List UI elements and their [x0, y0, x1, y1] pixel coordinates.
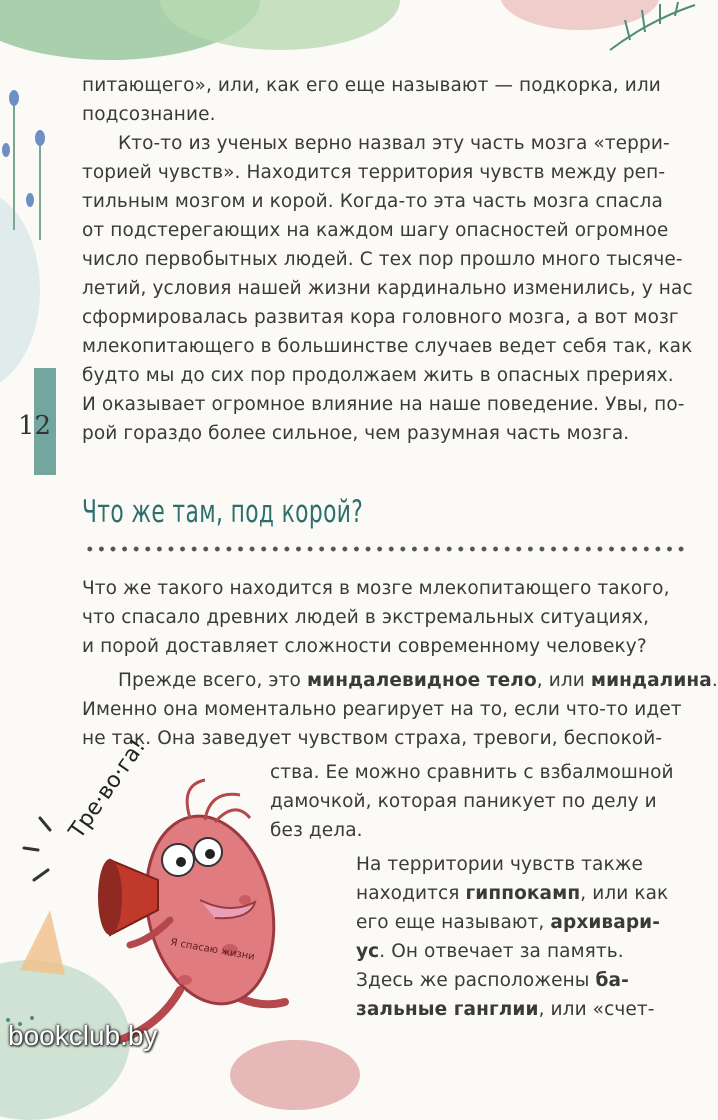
text-line: число первобытных людей. С тех пор прошло много тысяче- [82, 249, 683, 270]
text-line: торией чувств». Находится территория чувств между реп- [82, 162, 666, 183]
text-line: На территории чувств также [356, 854, 644, 875]
text-line: Именно она моментально реагирует на то, если что-то идет [82, 699, 682, 720]
term-hippocampus: гиппокамп [465, 883, 581, 904]
palm-leaf-decoration [600, 0, 700, 60]
text-line: дамочкой, которая паникует по делу и [270, 791, 657, 812]
watermark: bookclub.by [8, 1020, 158, 1051]
dotted-divider [84, 545, 684, 553]
section-heading: Что же там, под корой? [82, 494, 364, 530]
text-line: млекопитающего в большинстве случаев ведет себя так, как [82, 336, 693, 357]
text-line: сформировалась развитая кора головного мозга, а вот мозг [82, 307, 679, 328]
text-line: от подстерегающих на каждом шагу опасностей огромное [82, 220, 669, 241]
text-line: его еще называют, архивари- [356, 912, 661, 933]
text-line: без дела. [270, 820, 363, 841]
text-line: зальные ганглии, или «счет- [356, 999, 655, 1020]
text-line: и порой доставляет сложности современному человеку? [82, 636, 647, 657]
page-number: 12 [18, 411, 52, 441]
term-archivarius: архивари- [550, 912, 661, 933]
text-line: Кто-то из ученых верно назвал эту часть мозга «терри- [118, 133, 670, 154]
shout-text: Тре·во·га! [64, 734, 152, 844]
text-line: питающего», или, как его еще называют — подкорка, или [82, 75, 661, 96]
flower-sprigs-decoration [0, 80, 60, 240]
term-basal-ganglia: ба- [595, 970, 629, 991]
text-line: находится гиппокамп, или как [356, 883, 669, 904]
text-line: тильным мозгом и корой. Когда-то эта часть мозга спасла [82, 191, 663, 212]
text-line: ус. Он отвечает за память. [356, 941, 624, 962]
text-line: ства. Ее можно сравнить с взбалмошной [270, 762, 674, 783]
text-line: что спасало древних людей в экстремальных ситуациях, [82, 607, 650, 628]
belly-text: Я спасаю жизни [169, 937, 256, 963]
text-line: рой гораздо более сильное, чем разумная часть мозга. [82, 423, 630, 444]
text-line: Прежде всего, это миндалевидное тело, или миндалина. [118, 670, 718, 691]
term-amygdala: миндалина [590, 670, 712, 691]
text-line: И оказывает огромное влияние на наше поведение. Увы, по- [82, 394, 685, 415]
text-line: Что же такого находится в мозге млекопитающего такого, [82, 578, 670, 599]
text-line: подсознание. [82, 104, 216, 125]
term-amygdala-body: миндалевидное тело [306, 670, 537, 691]
text-line: не так. Она заведует чувством страха, тревоги, беспокой- [82, 728, 663, 749]
text-line: летий, условия нашей жизни кардинально изменились, у нас [82, 278, 693, 299]
text-line: Здесь же расположены ба- [356, 970, 629, 991]
text-line: будто мы до сих пор продолжаем жить в опасных прериях. [82, 365, 674, 386]
